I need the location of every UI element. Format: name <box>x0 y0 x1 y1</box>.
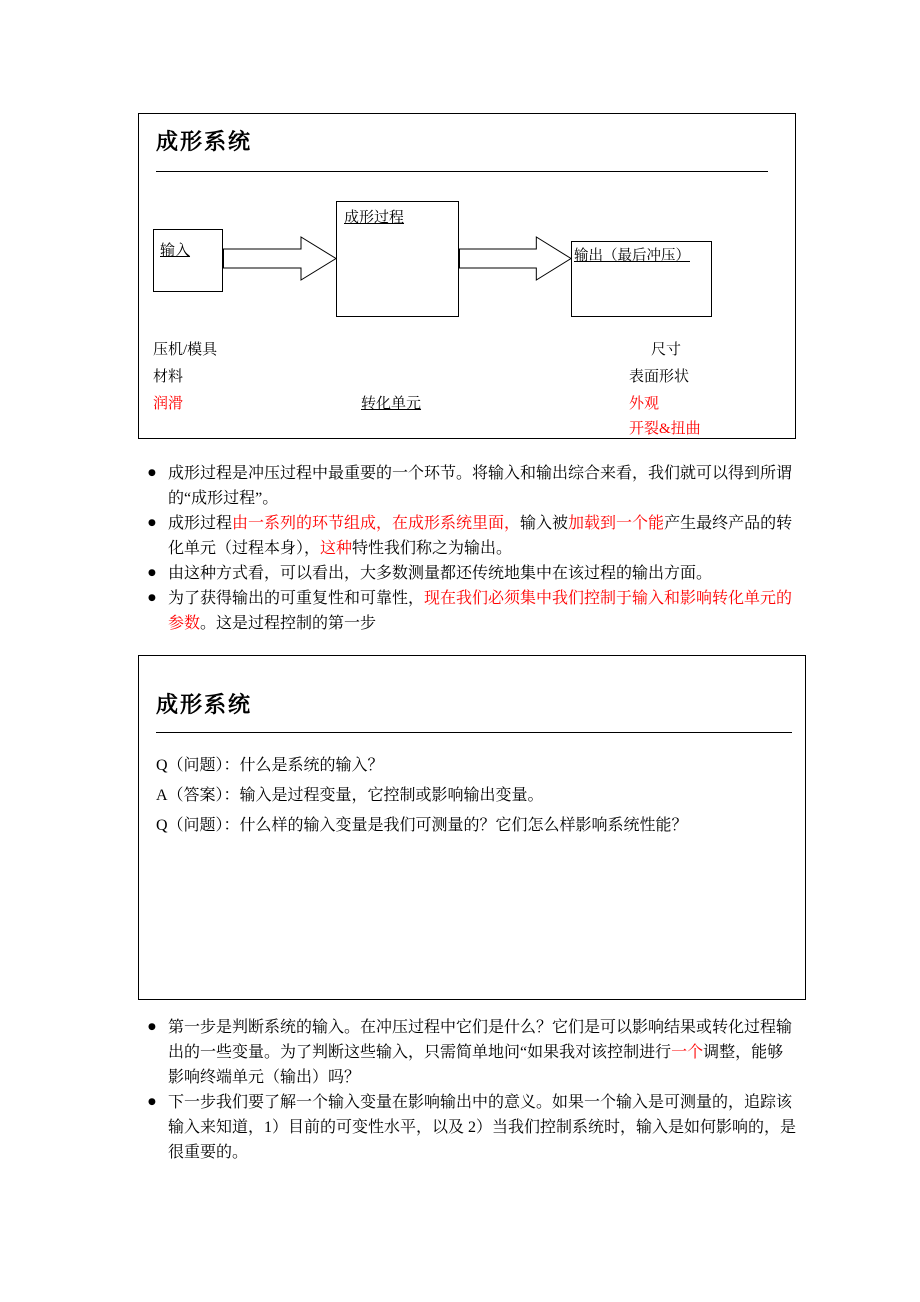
bullet-item <box>140 561 796 586</box>
bullet-icon: ● <box>148 593 156 603</box>
bullet-icon: ● <box>148 1022 156 1032</box>
qa-line-question-2: Q（问题）：什么样的输入变量是我们可测量的？它们怎么样影响系统性能？ <box>156 817 688 834</box>
bullet-text: 第一步是判断系统的输入。在冲压过程中它们是什么？它们是可以影响结果或转化过程输出的一些变量。为了判断这些输入，只需简单地问“如果我对该控制进行一个调整，能够影响终端单元（输出）吗？ <box>168 1019 793 1086</box>
label-material: 材料 <box>153 369 184 385</box>
bullet-item <box>140 461 796 511</box>
bullet-text: 成形过程由一系列的环节组成，在成形系统里面，输入被加载到一个能产生最终产品的转化单元（过程本身），这种特性我们称之为输出。 <box>168 515 793 557</box>
bullet-item <box>140 586 796 636</box>
label-surface-shape: 表面形状 <box>629 369 690 385</box>
bullet-icon: ● <box>148 568 156 578</box>
diagram-input-label: 输入 <box>160 243 191 259</box>
bullet-item <box>140 511 796 561</box>
slide1-title-rule <box>156 171 768 172</box>
qa-line-question-1: Q（问题）：什么是系统的输入？ <box>156 757 384 774</box>
slide-forming-system-qa <box>138 655 806 1000</box>
qa-line-answer-1: A（答案）：输入是过程变量，它控制或影响输出变量。 <box>156 787 544 804</box>
bullet-icon: ● <box>148 468 156 478</box>
label-appearance: 外观 <box>629 396 660 412</box>
diagram-output-label: 输出（最后冲压） <box>574 248 690 264</box>
label-transform-unit: 转化单元 <box>361 396 422 412</box>
bullet-item <box>140 1015 798 1090</box>
slide2-title-rule <box>156 732 792 733</box>
bullet-item <box>140 1090 798 1165</box>
bullet-text: 下一步我们要了解一个输入变量在影响输出中的意义。如果一个输入是可测量的，追踪该输入来知道，1）目前的可变性水平，以及 2）当我们控制系统时，输入是如何影响的，是很重要的。 <box>168 1094 797 1161</box>
bullet-icon: ● <box>148 518 156 528</box>
bullet-text: 为了获得输出的可重复性和可靠性，现在我们必须集中我们控制于输入和影响转化单元的参数。这是过程控制的第一步 <box>168 590 793 632</box>
arrow-process-to-output-icon <box>459 236 572 281</box>
bullet-text: 由这种方式看，可以看出，大多数测量都还传统地集中在该过程的输出方面。 <box>168 565 713 582</box>
bullet-list-1 <box>140 461 796 636</box>
bullet-text: 成形过程是冲压过程中最重要的一个环节。将输入和输出综合来看，我们就可以得到所谓的“成形过程”。 <box>168 465 793 507</box>
diagram-input-box <box>153 229 223 292</box>
label-crack-twist: 开裂&扭曲 <box>629 421 701 437</box>
slide2-title: 成形系统 <box>156 692 253 717</box>
diagram-output-box <box>571 241 712 317</box>
slide1-title: 成形系统 <box>156 129 253 154</box>
arrow-input-to-process-icon <box>223 236 337 281</box>
label-lubrication: 润滑 <box>153 396 184 412</box>
label-press-mold: 压机/模具 <box>153 342 218 358</box>
qa-block <box>156 751 688 841</box>
diagram-process-box <box>336 201 459 317</box>
slide-forming-system-diagram <box>138 113 796 439</box>
bullet-list-2 <box>140 1015 798 1165</box>
bullet-icon: ● <box>148 1097 156 1107</box>
diagram-process-label: 成形过程 <box>344 210 405 226</box>
label-dimension: 尺寸 <box>651 342 682 358</box>
